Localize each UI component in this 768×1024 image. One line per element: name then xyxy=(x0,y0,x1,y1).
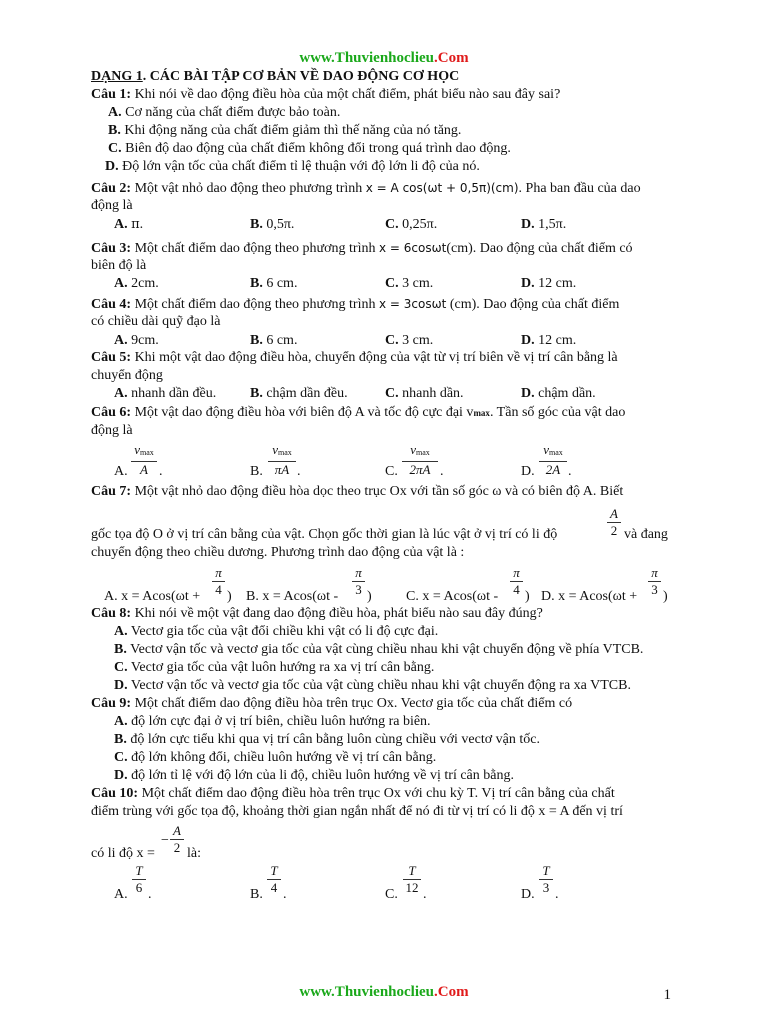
q9-option-d-label: D. xyxy=(114,768,128,783)
q4-option-c-label: C. xyxy=(385,333,399,348)
q3-option-b-text: 6 cm. xyxy=(262,276,298,291)
q3-option-d xyxy=(521,276,576,292)
q5-option-b xyxy=(250,386,348,402)
q9-text: Một chất điểm dao động điều hòa trên trục Ox. Vectơ gia tốc của chất điểm có xyxy=(131,696,573,711)
q2-option-b-text: 0,5π xyxy=(262,217,291,232)
section-title-rest: . CÁC BÀI TẬP CƠ BẢN VỀ DAO ĐỘNG CƠ HỌC xyxy=(142,69,460,84)
q6-b-num: vmax xyxy=(272,442,292,457)
q6-option-b-fraction xyxy=(268,443,296,477)
q7-option-d: D. x = Acos(ωt + xyxy=(541,589,638,604)
q7-b-num: π xyxy=(355,565,362,580)
q8-option-b-text: Vectơ vận tốc và vectơ gia tốc của vật cùng chiều nhau khi vật chuyển động về phía VTCB. xyxy=(126,642,644,657)
q6-stem-line2: động là xyxy=(91,423,133,438)
q3-label: Câu 3: xyxy=(91,241,132,256)
q7-option-b-fraction xyxy=(352,566,365,597)
q8-option-d-label: D. xyxy=(114,678,128,693)
q2-option-d-label: D. xyxy=(521,217,535,232)
q1-text: Khi nói về dao động điều hòa của một chất điểm, phát biểu nào sau đây sai? xyxy=(131,87,561,102)
q1-option-c-label: C. xyxy=(108,141,122,156)
q7-stem-line3: chuyển động theo chiều dương. Phương trình dao động của vật là : xyxy=(91,545,465,560)
q3-option-a xyxy=(114,276,159,292)
q8-text: Khi nói về một vật đang dao động điều hòa, phát biểu nào sau đây đúng? xyxy=(131,606,543,621)
q7-option-a: A. x = Acos(ωt + xyxy=(104,589,201,604)
q10-option-d-label: D. xyxy=(521,887,535,902)
q10-d-num: T xyxy=(542,863,550,878)
q5-option-d-label: D. xyxy=(521,386,535,401)
q10-option-d-dot: . xyxy=(555,887,559,902)
section-title xyxy=(91,69,459,85)
q10-stem xyxy=(91,786,615,802)
q8-option-b xyxy=(114,642,643,658)
q10-option-c-label: C. xyxy=(385,887,398,902)
q1-option-a xyxy=(108,105,340,121)
q8-option-c-label: C. xyxy=(114,660,128,675)
footer-site-name[interactable]: www.Thuvienhoclieu xyxy=(299,984,435,1000)
q7-option-c-fraction xyxy=(510,566,523,597)
q1-option-a-label: A. xyxy=(108,105,122,120)
q7-a-den: 4 xyxy=(215,582,222,597)
q5-option-a-text: nhanh dần đều. xyxy=(127,386,217,401)
q7-d-den: 3 xyxy=(651,582,658,597)
q4-option-d-text: 12 cm. xyxy=(534,333,577,348)
q7-text: Một vật nhỏ dao động điều hòa dọc theo trục Ox với tần số góc ω và có biên độ A. Biết xyxy=(131,484,624,499)
q9-option-c xyxy=(114,750,436,766)
q4-option-c-text: 3 cm. xyxy=(398,333,434,348)
q7-option-c-close: ) xyxy=(525,589,530,604)
q2-option-b xyxy=(250,217,294,233)
q5-option-b-text: chậm dần đều. xyxy=(262,386,348,401)
q8-option-d xyxy=(114,678,631,694)
q8-option-a-text: Vectơ gia tốc của vật đổi chiều khi vật có li độ cực đại. xyxy=(127,624,439,639)
q10-b-den: 4 xyxy=(270,880,278,895)
q9-option-d xyxy=(114,768,514,784)
q9-option-a-label: A. xyxy=(114,714,128,729)
q2-label: Câu 2: xyxy=(91,181,132,196)
q6-d-den: 2A xyxy=(545,462,561,477)
q6-vmax-sub: max xyxy=(473,408,490,418)
q9-option-b-text: độ lớn cực tiểu khi qua vị trí cân bằng luôn cùng chiều với vectơ vận tốc. xyxy=(126,732,540,747)
q10-label: Câu 10: xyxy=(91,786,139,801)
q7-stem-fraction xyxy=(607,507,621,538)
q2-stem-line2: động là xyxy=(91,198,133,213)
q10-option-b-label: B. xyxy=(250,887,263,902)
q10-a-den: 6 xyxy=(135,880,143,895)
q8-option-c xyxy=(114,660,434,676)
q3-option-d-text: 12 cm. xyxy=(534,276,577,291)
q5-option-b-label: B. xyxy=(250,386,263,401)
header-site-name[interactable]: www.Thuvienhoclieu xyxy=(299,50,435,66)
q3-option-c-label: C. xyxy=(385,276,399,291)
q10-minus-sign: − xyxy=(161,833,169,848)
q2-option-a-text: π xyxy=(131,217,140,232)
q1-option-b-label: B. xyxy=(108,123,121,138)
q10-c-den: 12 xyxy=(405,880,419,895)
q2-stem xyxy=(91,180,641,197)
q10-option-d-fraction xyxy=(539,864,553,895)
q9-option-c-label: C. xyxy=(114,750,128,765)
q2-equation: x = A cos(ωt + 0,5π)(cm) xyxy=(365,181,519,195)
q4-option-c xyxy=(385,333,433,349)
q4-option-a-label: A. xyxy=(114,333,128,348)
q10-text: Một chất điểm dao động điều hòa trên trục Ox với chu kỳ T. Vị trí cân bằng của chất xyxy=(138,786,615,801)
q2-option-a-dot: . xyxy=(139,217,144,232)
q7-option-d-fraction xyxy=(648,566,661,597)
q5-option-c-text: nhanh dần. xyxy=(398,386,464,401)
q2-option-a xyxy=(114,217,143,233)
q7-option-a-close: ) xyxy=(227,589,232,604)
page-footer xyxy=(0,984,768,1001)
q2-text: Một vật nhỏ dao động theo phương trình xyxy=(131,181,366,196)
q2-option-d-text: 1,5π xyxy=(534,217,563,232)
q4-equation: x = 3cosωt xyxy=(378,297,447,311)
q10-stem-line3-end: là: xyxy=(187,846,201,861)
q7-option-c: C. x = Acos(ωt - xyxy=(406,589,499,604)
q1-option-b xyxy=(108,123,461,139)
q4-option-b-text: 6 cm. xyxy=(262,333,298,348)
q5-option-c-label: C. xyxy=(385,386,399,401)
q6-option-d-dot: . xyxy=(568,464,572,479)
q7-text-line2: gốc tọa độ O ở vị trí cân bằng của vật. Chọn gốc thời gian là lúc vật ở vị trí có li độ xyxy=(91,527,558,542)
q6-option-a-dot: . xyxy=(159,464,163,479)
q2-text-cont: . Pha ban đầu của dao xyxy=(518,181,641,196)
q7-frac-num: A xyxy=(610,506,618,521)
q5-stem-line2: chuyển động xyxy=(91,368,163,383)
q5-option-c xyxy=(385,386,464,402)
q5-option-a xyxy=(114,386,216,402)
q10-stem-line3: có li độ x = xyxy=(91,846,155,861)
q7-stem xyxy=(91,484,623,500)
q3-equation: x = 6cosωt xyxy=(378,241,447,255)
header-site-tld[interactable]: .Com xyxy=(434,50,469,66)
q4-option-b-label: B. xyxy=(250,333,263,348)
q3-option-a-text: 2cm. xyxy=(127,276,159,291)
q7-label: Câu 7: xyxy=(91,484,132,499)
q10-b-num: T xyxy=(270,863,278,878)
q9-option-d-text: độ lớn tỉ lệ với độ lớn của li độ, chiều luôn hướng về vị trí cân bằng. xyxy=(127,768,514,783)
q4-option-d xyxy=(521,333,576,349)
q10-option-b-fraction xyxy=(267,864,281,895)
q1-option-a-text: Cơ năng của chất điểm được bảo toàn. xyxy=(121,105,341,120)
q4-label: Câu 4: xyxy=(91,297,132,312)
q1-stem xyxy=(91,87,560,103)
q10-option-a-fraction xyxy=(132,864,146,895)
q7-option-d-close: ) xyxy=(663,589,668,604)
q9-option-c-text: độ lớn không đổi, chiều luôn hướng về vị trí cân bằng. xyxy=(127,750,437,765)
q7-c-num: π xyxy=(513,565,520,580)
q6-option-b-label: B. xyxy=(250,464,263,479)
q2-option-c xyxy=(385,217,437,233)
q5-label: Câu 5: xyxy=(91,350,132,365)
q6-option-c-label: C. xyxy=(385,464,398,479)
q8-stem xyxy=(91,606,543,622)
q1-option-d-text: Độ lớn vận tốc của chất điểm tỉ lệ thuận với độ lớn li độ của nó. xyxy=(118,159,480,174)
q10-a-num: T xyxy=(135,863,143,878)
q9-option-a-text: độ lớn cực đại ở vị trí biên, chiều luôn hướng ra biên. xyxy=(127,714,431,729)
page-number: 1 xyxy=(663,987,671,1003)
q6-c-den: 2πA xyxy=(409,462,431,477)
q5-text: Khi một vật dao động điều hòa, chuyển động của vật từ vị trí biên về vị trí cân bằng là xyxy=(131,350,618,365)
q4-option-a xyxy=(114,333,159,349)
q7-option-b: B. x = Acos(ωt - xyxy=(246,589,339,604)
q7-stem-line2-end: và đang xyxy=(624,527,668,542)
q6-option-c-dot: . xyxy=(440,464,444,479)
footer-site-tld[interactable]: .Com xyxy=(434,984,469,1000)
q3-text: Một chất điểm dao động theo phương trình xyxy=(131,241,379,256)
q2-option-b-label: B. xyxy=(250,217,263,232)
q10-stem-fraction xyxy=(170,824,184,855)
q1-option-d-label: D. xyxy=(105,159,119,174)
q2-option-c-text: 0,25π xyxy=(398,217,434,232)
q7-option-a-fraction xyxy=(212,566,225,597)
q4-option-d-label: D. xyxy=(521,333,535,348)
q10-option-b-dot: . xyxy=(283,887,287,902)
q2-option-d xyxy=(521,217,566,233)
q6-option-a-fraction xyxy=(131,443,157,477)
q7-b-den: 3 xyxy=(355,582,362,597)
page-header xyxy=(0,50,768,67)
q1-option-b-text: Khi động năng của chất điểm giảm thì thế năng của nó tăng. xyxy=(120,123,462,138)
q6-option-d-label: D. xyxy=(521,464,535,479)
q4-option-a-text: 9cm. xyxy=(127,333,159,348)
q10-frac-den: 2 xyxy=(173,840,181,855)
q10-option-c-dot: . xyxy=(423,887,427,902)
q1-option-d xyxy=(105,159,480,175)
q6-option-b-dot: . xyxy=(297,464,301,479)
q3-option-a-label: A. xyxy=(114,276,128,291)
q2-option-d-dot: . xyxy=(562,217,567,232)
q4-option-b xyxy=(250,333,297,349)
q3-text-cont: (cm). Dao động của chất điểm có xyxy=(446,241,633,256)
q5-option-d-text: chậm dần. xyxy=(534,386,596,401)
q4-text: Một chất điểm dao động theo phương trình xyxy=(131,297,379,312)
q2-option-c-dot: . xyxy=(433,217,438,232)
q6-label: Câu 6: xyxy=(91,405,132,420)
section-title-prefix: DẠNG 1 xyxy=(91,69,143,84)
q6-option-c-fraction xyxy=(402,443,438,477)
q3-option-b xyxy=(250,276,297,292)
q7-d-num: π xyxy=(651,565,658,580)
q9-option-b xyxy=(114,732,540,748)
q10-d-den: 3 xyxy=(542,880,550,895)
q1-option-c-text: Biên độ dao động của chất điểm không đổi trong quá trình dao động. xyxy=(121,141,511,156)
q5-option-a-label: A. xyxy=(114,386,128,401)
q10-option-c-fraction xyxy=(403,864,421,895)
q2-option-a-label: A. xyxy=(114,217,128,232)
q7-option-b-close: ) xyxy=(367,589,372,604)
q4-text-cont: (cm). Dao động của chất điểm xyxy=(446,297,620,312)
q1-option-c xyxy=(108,141,511,157)
q9-stem xyxy=(91,696,572,712)
q7-a-num: π xyxy=(215,565,222,580)
q6-c-num: vmax xyxy=(410,442,430,457)
q6-option-a-label: A. xyxy=(114,464,128,479)
q2-option-c-label: C. xyxy=(385,217,399,232)
q6-text: Một vật dao động điều hòa với biên độ A và tốc độ cực đại v xyxy=(131,405,474,420)
q6-a-num: vmax xyxy=(134,442,154,457)
q8-label: Câu 8: xyxy=(91,606,132,621)
q3-option-b-label: B. xyxy=(250,276,263,291)
q9-label: Câu 9: xyxy=(91,696,132,711)
q7-c-den: 4 xyxy=(513,582,520,597)
q7-frac-den: 2 xyxy=(610,523,618,538)
q10-option-a-dot: . xyxy=(148,887,152,902)
q5-stem xyxy=(91,350,618,366)
q3-option-d-label: D. xyxy=(521,276,535,291)
q8-option-c-text: Vectơ gia tốc của vật luôn hướng ra xa vị trí cân bằng. xyxy=(127,660,435,675)
q3-option-c-text: 3 cm. xyxy=(398,276,434,291)
q2-option-b-dot: . xyxy=(290,217,295,232)
q5-option-d xyxy=(521,386,596,402)
q10-option-a-label: A. xyxy=(114,887,128,902)
q8-option-a-label: A. xyxy=(114,624,128,639)
q6-stem xyxy=(91,405,625,421)
q6-text-cont: . Tần số góc của vật dao xyxy=(489,405,626,420)
q4-stem xyxy=(91,296,619,313)
q9-option-a xyxy=(114,714,431,730)
q8-option-b-label: B. xyxy=(114,642,127,657)
q3-stem xyxy=(91,240,633,257)
q8-option-d-text: Vectơ vận tốc và vectơ gia tốc của vật cùng chiều nhau khi vật chuyển động ra xa VTCB. xyxy=(127,678,631,693)
q10-stem-line2: điểm trùng với gốc tọa độ, khoảng thời gian ngắn nhất để nó đi từ vị trí có li độ x = A đến vị trí xyxy=(91,804,623,819)
q6-b-den: πA xyxy=(274,462,290,477)
q8-option-a xyxy=(114,624,438,640)
q9-option-b-label: B. xyxy=(114,732,127,747)
q4-stem-line2: có chiều dài quỹ đạo là xyxy=(91,314,221,329)
q7-stem-line2 xyxy=(91,527,557,543)
q10-frac-num: A xyxy=(173,823,181,838)
q6-a-den: A xyxy=(140,462,148,477)
q10-c-num: T xyxy=(408,863,416,878)
q3-option-c xyxy=(385,276,433,292)
q3-stem-line2: biên độ là xyxy=(91,258,147,273)
q6-option-d-fraction xyxy=(539,443,567,477)
q6-d-num: vmax xyxy=(543,442,563,457)
q1-label: Câu 1: xyxy=(91,87,132,102)
